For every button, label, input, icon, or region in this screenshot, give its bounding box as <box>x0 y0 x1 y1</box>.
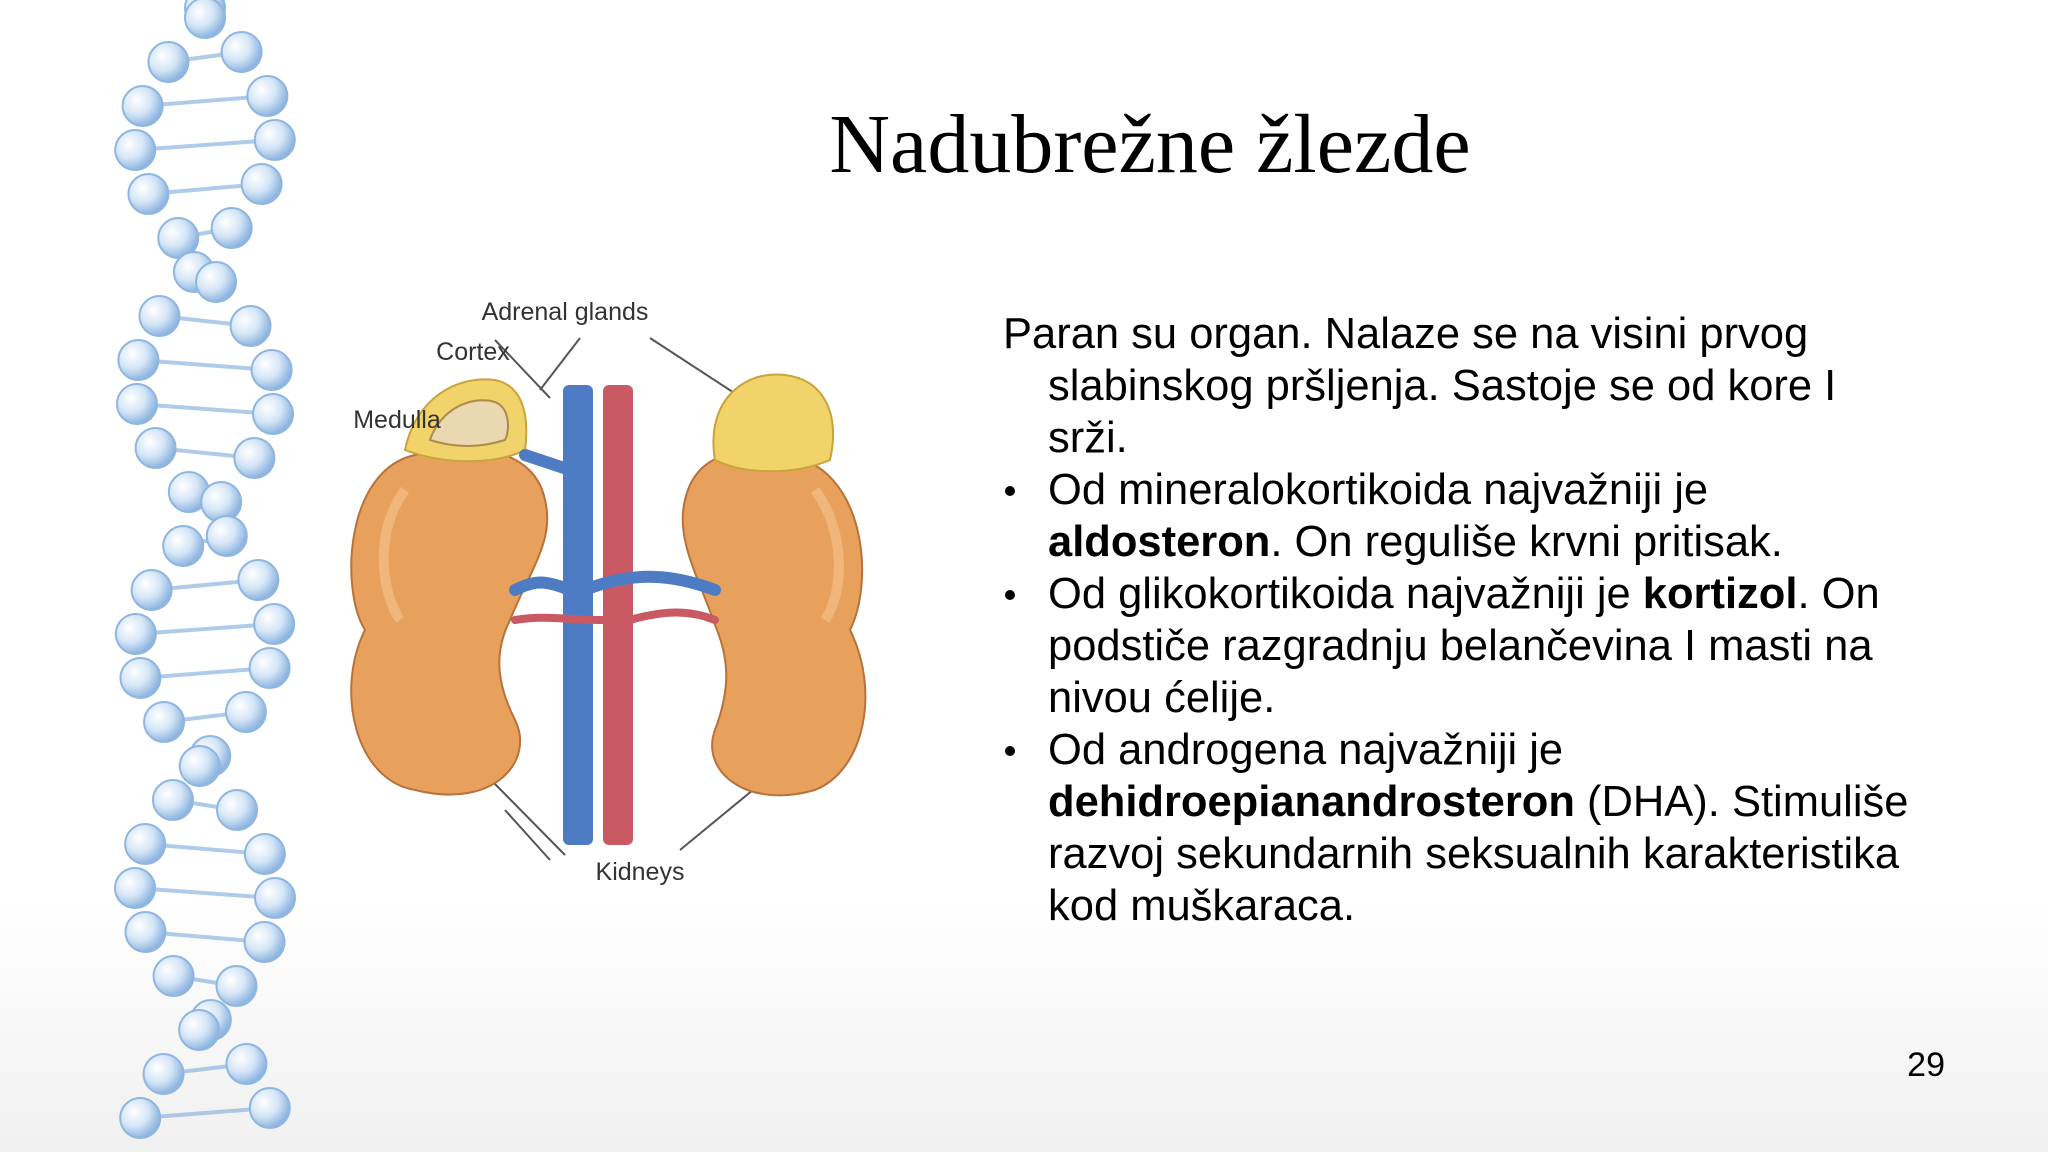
dna-sphere <box>125 824 165 864</box>
dna-sphere <box>216 966 256 1006</box>
dna-sphere <box>128 174 168 214</box>
dna-sphere <box>207 516 247 556</box>
dna-sphere <box>179 1010 219 1050</box>
bullet-dot-icon <box>1005 590 1015 600</box>
bullet-list <box>1003 464 1923 932</box>
dna-sphere <box>163 526 203 566</box>
label-cortex: Cortex <box>436 338 510 366</box>
dna-sphere <box>144 1054 184 1094</box>
bullet-item-kortizol <box>1003 568 1923 724</box>
dna-sphere <box>242 164 282 204</box>
dna-sphere <box>132 570 172 610</box>
dna-sphere <box>234 438 274 478</box>
dna-sphere <box>254 604 294 644</box>
bullet-bold-term: dehidroepianandrosteron <box>1048 778 1575 826</box>
bullet-bold-term: aldosteron <box>1048 518 1271 566</box>
label-medulla: Medulla <box>353 406 441 434</box>
dna-rung <box>135 888 275 898</box>
dna-sphere <box>245 922 285 962</box>
dna-sphere <box>250 1088 290 1128</box>
bullet-text: . On reguliše krvni pritisak. <box>1270 518 1783 566</box>
dna-sphere <box>222 32 262 72</box>
dna-sphere <box>115 868 155 908</box>
dna-sphere <box>212 208 252 248</box>
kidney-adrenal-illustration <box>345 290 905 900</box>
label-adrenal-glands: Adrenal glands <box>481 298 649 326</box>
bullet-dot-icon <box>1005 746 1015 756</box>
dna-sphere <box>116 614 156 654</box>
dna-sphere <box>245 834 285 874</box>
dna-sphere <box>144 702 184 742</box>
bullet-item-aldosteron <box>1003 464 1923 568</box>
dna-sphere <box>231 306 271 346</box>
bullet-bold-term: kortizol <box>1642 570 1798 618</box>
dna-sphere <box>247 76 287 116</box>
dna-sphere <box>226 692 266 732</box>
bullet-text: Od glikokortikoida najvažniji je <box>1048 570 1643 618</box>
bullet-text: Od mineralokortikoida najvažniji je <box>1048 466 1709 514</box>
bullet-item-dha <box>1003 724 1923 932</box>
dna-sphere <box>118 340 158 380</box>
dna-sphere <box>148 42 188 82</box>
dna-sphere <box>115 130 155 170</box>
dna-sphere <box>120 1098 160 1138</box>
dna-sphere <box>196 262 236 302</box>
dna-sphere <box>136 428 176 468</box>
page-number: 29 <box>1907 1046 1945 1084</box>
dna-sphere <box>125 912 165 952</box>
slide-body <box>1003 308 1923 932</box>
bullet-dot-icon <box>1005 486 1015 496</box>
dna-sphere <box>185 0 225 38</box>
dna-sphere <box>226 1044 266 1084</box>
dna-sphere <box>253 394 293 434</box>
bullet-text: . On podstiče razgradnju belančevina I masti na nivou ćelije. <box>1048 570 1880 722</box>
slide-title: Nadubrežne žlezde <box>829 98 1471 191</box>
bullet-text: (DHA). Stimuliše razvoj sekundarnih seksualnih karakteristika kod muškaraca. <box>1048 778 1909 930</box>
dna-sphere <box>117 384 157 424</box>
dna-sphere <box>217 790 257 830</box>
dna-sphere <box>154 956 194 996</box>
dna-sphere <box>255 878 295 918</box>
dna-sphere <box>255 120 295 160</box>
dna-sphere <box>180 746 220 786</box>
dna-sphere <box>123 86 163 126</box>
bullet-text: Od androgena najvažniji je <box>1048 726 1564 774</box>
dna-sphere <box>238 560 278 600</box>
dna-sphere <box>250 648 290 688</box>
dna-sphere <box>139 296 179 336</box>
label-kidneys: Kidneys <box>595 858 685 886</box>
dna-sphere <box>120 658 160 698</box>
dna-sphere <box>153 780 193 820</box>
dna-helix-decoration <box>95 0 335 1152</box>
intro-paragraph: Paran su organ. Nalaze se na visini prvog slabinskog pršljenja. Sastoje se od kore I srži. <box>1003 310 1837 462</box>
dna-sphere <box>252 350 292 390</box>
